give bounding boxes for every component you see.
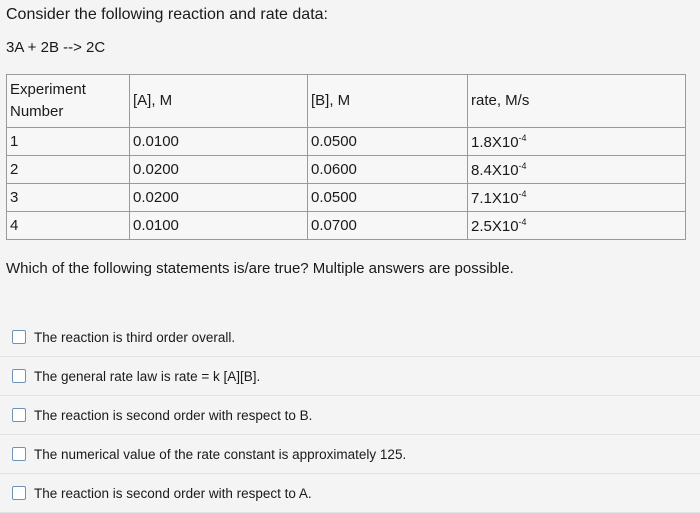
cell-conc-b: 0.0600 bbox=[308, 156, 468, 184]
rate-data-table bbox=[6, 74, 686, 240]
rate-exponent: -4 bbox=[518, 216, 527, 227]
reaction-equation: 3A + 2B --> 2C bbox=[6, 39, 106, 56]
option-label: The numerical value of the rate constant is approximately 125. bbox=[34, 446, 407, 462]
cell-conc-b: 0.0500 bbox=[308, 128, 468, 156]
checkbox[interactable] bbox=[12, 369, 26, 383]
header-experiment-number: Experiment Number bbox=[7, 75, 130, 128]
option-label: The reaction is second order with respect to B. bbox=[34, 407, 313, 423]
option-rate-constant[interactable] bbox=[0, 435, 700, 474]
cell-rate bbox=[468, 184, 686, 212]
cell-rate bbox=[468, 212, 686, 240]
option-rate-law[interactable] bbox=[0, 357, 700, 396]
answer-options bbox=[0, 318, 700, 513]
header-rate: rate, M/s bbox=[468, 75, 686, 128]
rate-exponent: -4 bbox=[518, 160, 527, 171]
checkbox[interactable] bbox=[12, 447, 26, 461]
table-row bbox=[7, 184, 686, 212]
cell-experiment: 1 bbox=[7, 128, 130, 156]
option-third-order-overall[interactable] bbox=[0, 318, 700, 357]
option-label: The general rate law is rate = k [A][B]. bbox=[34, 368, 261, 384]
cell-experiment: 3 bbox=[7, 184, 130, 212]
table-row bbox=[7, 212, 686, 240]
rate-base: 8.4X10 bbox=[471, 161, 519, 179]
question-intro: Consider the following reaction and rate data: bbox=[6, 6, 328, 23]
option-label: The reaction is second order with respect to A. bbox=[34, 485, 312, 501]
cell-rate bbox=[468, 128, 686, 156]
header-concentration-b: [B], M bbox=[308, 75, 468, 128]
option-label: The reaction is third order overall. bbox=[34, 329, 236, 345]
rate-exponent: -4 bbox=[518, 188, 527, 199]
option-second-order-a[interactable] bbox=[0, 474, 700, 513]
question-prompt: Which of the following statements is/are true? Multiple answers are possible. bbox=[6, 260, 514, 277]
header-concentration-a: [A], M bbox=[130, 75, 308, 128]
checkbox[interactable] bbox=[12, 486, 26, 500]
rate-exponent: -4 bbox=[518, 132, 527, 143]
cell-conc-a: 0.0200 bbox=[130, 184, 308, 212]
cell-rate bbox=[468, 156, 686, 184]
rate-base: 7.1X10 bbox=[471, 189, 519, 207]
cell-conc-b: 0.0700 bbox=[308, 212, 468, 240]
checkbox[interactable] bbox=[12, 408, 26, 422]
cell-conc-a: 0.0100 bbox=[130, 128, 308, 156]
table-row bbox=[7, 156, 686, 184]
rate-base: 1.8X10 bbox=[471, 133, 519, 151]
table-row bbox=[7, 128, 686, 156]
cell-conc-a: 0.0100 bbox=[130, 212, 308, 240]
rate-base: 2.5X10 bbox=[471, 217, 519, 235]
checkbox[interactable] bbox=[12, 330, 26, 344]
table-header-row bbox=[7, 75, 686, 128]
cell-experiment: 2 bbox=[7, 156, 130, 184]
cell-conc-b: 0.0500 bbox=[308, 184, 468, 212]
cell-conc-a: 0.0200 bbox=[130, 156, 308, 184]
cell-experiment: 4 bbox=[7, 212, 130, 240]
option-second-order-b[interactable] bbox=[0, 396, 700, 435]
